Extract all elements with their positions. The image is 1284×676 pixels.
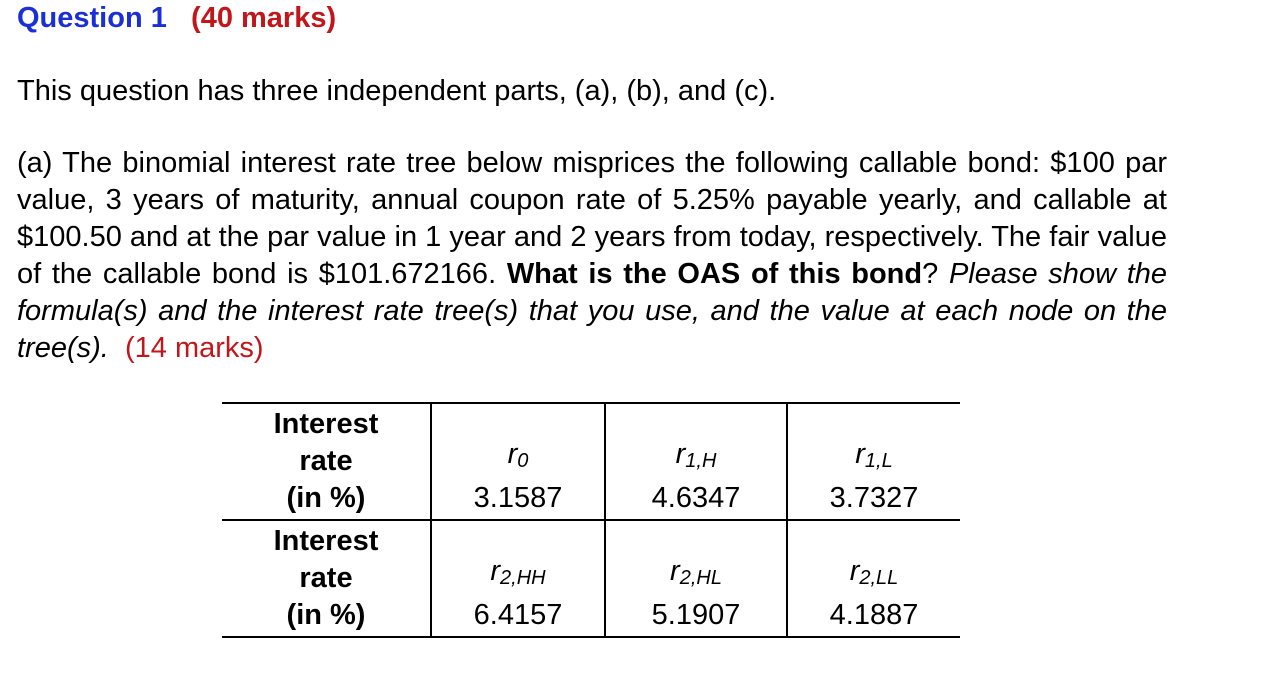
row-label-line: Interest (273, 408, 379, 440)
rate-symbol: $r_{1,H}$ (675, 438, 717, 472)
rate-value: 4.1887 (829, 599, 919, 631)
row-label-line: rate (299, 445, 353, 477)
rate-cell (787, 403, 960, 520)
row-label-line: (in %) (286, 599, 366, 631)
row-label-line: (in %) (286, 482, 366, 514)
rate-cell (787, 520, 960, 637)
part-a-instructions: Please show the formula(s) and the interest rate tree(s) that you use, and the value at each node on the tree(s). (17, 258, 1168, 364)
table-row (222, 403, 960, 520)
rate-cell (431, 520, 605, 637)
interest-rate-table (222, 402, 960, 638)
row-label (222, 520, 431, 637)
rate-symbol: $r_{2,LL}$ (849, 555, 899, 589)
part-a-marks: (14 marks) (124, 332, 264, 364)
rate-value: 5.1907 (651, 599, 741, 631)
part-a-paragraph (17, 145, 1167, 367)
row-label-line: Interest (273, 525, 379, 557)
row-label (222, 403, 431, 520)
rate-symbol: $r_{2,HH}$ (490, 555, 546, 589)
part-a-text: (a) The binomial interest rate tree below misprices the following callable bond: $100 par value, 3 years of maturity, annual coupon rate of 5.25% payable yearly, and callable at $100.50 and at the par value in 1 year and 2 years from today, respectively. The fair value of the callable bond is $101.672166. (17, 147, 1167, 290)
part-a-question: What is the OAS of this bond (506, 258, 923, 290)
question-heading (17, 0, 336, 36)
rate-cell (605, 520, 787, 637)
rate-value: 6.4157 (473, 599, 563, 631)
table-row (222, 520, 960, 637)
rate-cell (431, 403, 605, 520)
rate-value: 3.7327 (829, 482, 919, 514)
rate-value: 4.6347 (651, 482, 741, 514)
row-label-line: rate (299, 562, 353, 594)
question-title: Question 1 (17, 2, 167, 34)
rate-symbol: $r_0$ (507, 438, 529, 472)
question-marks: (40 marks) (191, 2, 337, 34)
intro-text: This question has three independent parts, (a), (b), and (c). (17, 75, 777, 107)
rate-symbol: $r_{2,HL}$ (670, 555, 722, 589)
part-a-qmark: ? (922, 258, 949, 290)
rate-symbol: $r_{1,L}$ (855, 438, 893, 472)
rate-cell (605, 403, 787, 520)
rate-value: 3.1587 (473, 482, 563, 514)
